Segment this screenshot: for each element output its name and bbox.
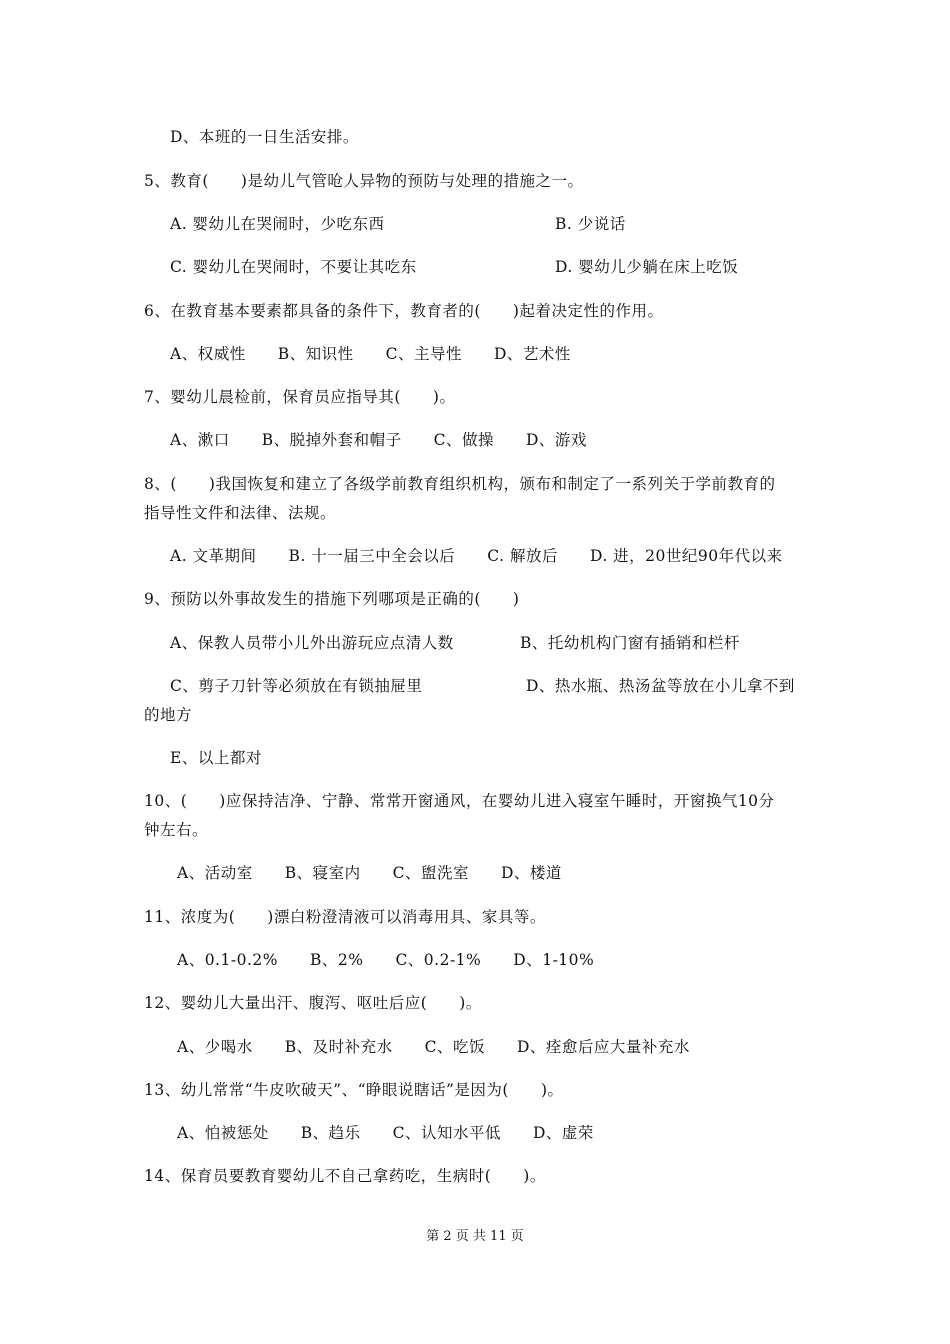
- q9-option-a: A、保教人员带小儿外出游玩应点清人数: [170, 634, 454, 652]
- question-13: 13、幼儿常常“牛皮吹破天”、“睁眼说瞎话”是因为( )。: [144, 1081, 564, 1099]
- q5-option-d: D. 婴幼儿少躺在床上吃饭: [555, 258, 739, 276]
- question-8-line2: 指导性文件和法律、法规。: [144, 504, 337, 522]
- q9-option-d: D、热水瓶、热汤盆等放在小儿拿不到: [526, 677, 795, 695]
- question-6: 6、在教育基本要素都具备的条件下，教育者的( )起着决定性的作用。: [144, 302, 664, 320]
- question-12: 12、婴幼儿大量出汗、腹泻、呕吐后应( )。: [144, 994, 482, 1012]
- q7-options: A、漱口 B、脱掉外套和帽子 C、做操 D、游戏: [170, 431, 587, 449]
- q12-options: A、少喝水 B、及时补充水 C、吃饭 D、痊愈后应大量补充水: [177, 1038, 690, 1056]
- q5-option-a: A. 婴幼儿在哭闹时，少吃东西: [170, 215, 385, 233]
- question-9: 9、预防以外事故发生的措施下列哪项是正确的( ): [144, 590, 520, 608]
- question-7: 7、婴幼儿晨检前，保育员应指导其( )。: [144, 388, 456, 406]
- q13-options: A、怕被惩处 B、趋乐 C、认知水平低 D、虚荣: [177, 1124, 594, 1142]
- q9-option-c: C、剪子刀针等必须放在有锁抽屉里: [170, 677, 423, 695]
- q11-options: A、0.1-0.2% B、2% C、0.2-1% D、1-10%: [177, 951, 595, 969]
- question-11: 11、浓度为( )漂白粉澄清液可以消毒用具、家具等。: [144, 908, 546, 926]
- question-8-line1: 8、( )我国恢复和建立了各级学前教育组织机构，颁布和制定了一系列关于学前教育的: [144, 475, 776, 493]
- question-10-line1: 10、( )应保持洁净、宁静、常常开窗通风，在婴幼儿进入寝室午睡时，开窗换气10分: [144, 792, 775, 810]
- q5-option-c: C. 婴幼儿在哭闹时，不要让其吃东: [170, 258, 417, 276]
- question-5: 5、教育( )是幼儿气管呛人异物的预防与处理的措施之一。: [144, 172, 584, 190]
- q6-options: A、权威性 B、知识性 C、主导性 D、艺术性: [170, 345, 571, 363]
- q4-option-d: D、本班的一日生活安排。: [170, 128, 359, 146]
- q9-option-d-continued: 的地方: [144, 706, 193, 724]
- page-footer: 第 2 页 共 11 页: [426, 1229, 524, 1244]
- q9-option-b: B、托幼机构门窗有插销和栏杆: [520, 634, 740, 652]
- question-14: 14、保育员要教育婴幼儿不自己拿药吃，生病时( )。: [144, 1167, 546, 1185]
- q8-options: A. 文革期间 B. 十一届三中全会以后 C. 解放后 D. 进，20世纪90年代以来: [170, 547, 783, 565]
- question-10-line2: 钟左右。: [144, 821, 209, 839]
- q9-option-e: E、以上都对: [170, 749, 262, 767]
- q10-options: A、活动室 B、寝室内 C、盥洗室 D、楼道: [177, 864, 562, 882]
- q5-option-b: B. 少说话: [555, 215, 626, 233]
